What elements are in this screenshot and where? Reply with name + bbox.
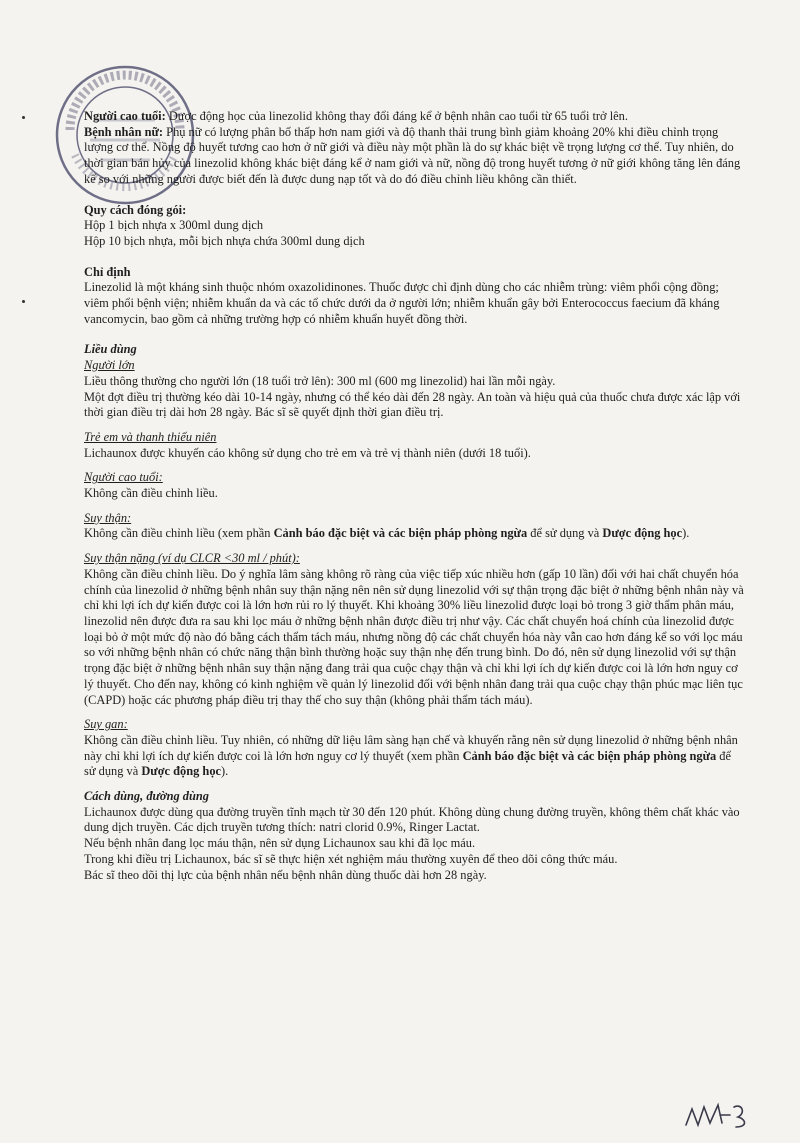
dosage-title: Liều dùng	[84, 342, 137, 357]
elderly-text: Không cần điều chỉnh liều.	[84, 486, 218, 501]
hepatic-ref-warnings: Cảnh báo đặc biệt và các biện pháp phòng ngừa	[462, 748, 717, 763]
renal-text-c: ).	[682, 526, 690, 541]
hepatic-text-a: Không cần điều chỉnh liều. Tuy nhiên, có những dữ liệu lâm sàng hạn chế và khuyến rằng nên sử dụng linezolid ở những bệnh nhân này chỉ khi lợi ích dự kiến được coi là lớn hơn nguy cơ lý thuyết (xem phần	[84, 732, 738, 763]
handwritten-signature	[680, 1095, 760, 1135]
children-title: Trẻ em và thanh thiếu niên	[84, 429, 217, 444]
packaging-title: Quy cách đóng gói:	[84, 202, 187, 217]
elderly-title: Người cao tuổi:	[84, 470, 163, 485]
adults-line: Một đợt điều trị thường kéo dài 10-14 ngày, nhưng có thể kéo dài đến 28 ngày. An toàn và hiệu quả của thuốc chưa được xác lập với thời gian điều trị dài hơn 28 ngày. Bác sĩ sẽ quyết định thời gian điều trị.	[84, 389, 741, 420]
elderly-pk-lead: Người cao tuổi:	[84, 109, 166, 123]
renal-text-a: Không cần điều chỉnh liều (xem phần	[84, 526, 274, 541]
administration-line: Trong khi điều trị Lichaunox, bác sĩ sẽ thực hiện xét nghiệm máu thường xuyên để theo dõi công thức máu.	[84, 851, 618, 866]
children-text: Lichaunox được khuyến cáo không sử dụng cho trẻ em và trẻ vị thành niên (dưới 18 tuổi).	[84, 445, 531, 460]
indication-text: Linezolid là một kháng sinh thuộc nhóm oxazolidinones. Thuốc được chỉ định dùng cho các nhiễm trùng: viêm phổi cộng đồng; viêm phổi bệnh viện; nhiễm khuẩn da và các tổ chức dưới da ở người lớn; nhiễm khuẩn gây bởi Enterococcus faecium đã kháng vancomycin, bao gồm cả những trường hợp có nhiễm khuẩn huyết đồng thời.	[84, 280, 720, 326]
packaging-line: Hộp 10 bịch nhựa, mỗi bịch nhựa chứa 300ml dung dịch	[84, 233, 365, 248]
administration-title: Cách dùng, đường dùng	[84, 789, 209, 804]
severe-renal-title: Suy thận nặng (ví dụ CLCR <30 ml / phút):	[84, 551, 300, 566]
administration-line: Lichaunox được dùng qua đường truyền tĩnh mạch từ 30 đến 120 phút. Không dùng chung đường truyền, không thêm chất khác vào dung dịch truyền. Các dịch truyền tương thích: natri clorid 0.9%, Ringer Lactat.	[84, 804, 740, 835]
female-pk-lead: Bệnh nhân nữ:	[84, 124, 164, 139]
hepatic-ref-pk: Dược động học	[141, 764, 222, 779]
renal-ref-pk: Dược động học	[602, 526, 683, 541]
leaflet-body	[84, 109, 744, 883]
margin-dot	[22, 116, 25, 119]
renal-title: Suy thận:	[84, 510, 132, 525]
elderly-pk-paragraph	[84, 109, 744, 125]
renal-text-b: để sử dụng và	[527, 526, 603, 541]
female-pk-paragraph	[84, 125, 744, 188]
renal-ref-warnings: Cảnh báo đặc biệt và các biện pháp phòng ngừa	[273, 526, 528, 541]
hepatic-text-b: để sử dụng và	[84, 748, 731, 779]
hepatic-text	[84, 733, 744, 780]
administration-line: Bác sĩ theo dõi thị lực của bệnh nhân nếu bệnh nhân dùng thuốc dài hơn 28 ngày.	[84, 867, 487, 882]
severe-renal-text: Không cần điều chỉnh liều. Do ý nghĩa lâm sàng không rõ ràng của việc tiếp xúc nhiều hơn (gấp 10 lần) đối với hai chất chuyển hóa chính của linezolid ở những bệnh nhân suy thận nặng nên nên sử dụng linezolid với sự thận trọng đặc biệt ở những bệnh nhân này và chỉ khi lợi ích dự kiến được coi là lớn hơn rủi ro lý thuyết. Khi khoảng 30% liều linezolid được loại bỏ trong 3 giờ thẩm phân máu, linezolid nên được đưa ra sau khi lọc máu ở những bệnh nhân được điều trị như vậy. Các chất chuyển hoá chính của linezolid được loại bỏ ở một mức độ nào đó bằng cách thẩm tách máu, nhưng nồng độ các chất chuyển hóa này vẫn cao hơn đáng kể so với lọc máu so với những bệnh nhân có chức năng thận bình thường hoặc suy thận nhẹ đến trung bình. Do đó, nên sử dụng linezolid với sự thận trọng đặc biệt ở những bệnh nhân suy thận nặng đang trải qua cuộc chạy thận và chỉ khi lợi ích dự kiến được coi là lớn hơn nguy cơ lý thuyết. Cho đến nay, không có kinh nghiệm về quản lý linezolid đối với bệnh nhân đang trải qua cuộc chạy thận phúc mạc liên tục (CAPD) hoặc các phương pháp điều trị thay thế cho suy thận (không phải thẩm tách máu).	[84, 566, 744, 707]
adults-title: Người lớn	[84, 358, 135, 373]
renal-text	[84, 526, 744, 542]
hepatic-title: Suy gan:	[84, 717, 128, 732]
margin-dot	[22, 300, 25, 303]
elderly-pk-text: Dược động học của linezolid không thay đổi đáng kể ở bệnh nhân cao tuổi từ 65 tuổi trở lên.	[165, 109, 628, 123]
hepatic-text-c: ).	[221, 764, 229, 779]
adults-line: Liều thông thường cho người lớn (18 tuổi trở lên): 300 ml (600 mg linezolid) hai lần mỗi ngày.	[84, 373, 556, 388]
packaging-line: Hộp 1 bịch nhựa x 300ml dung dịch	[84, 218, 264, 233]
indication-title: Chỉ định	[84, 264, 131, 279]
administration-line: Nếu bệnh nhân đang lọc máu thận, nên sử dụng Lichaunox sau khi đã lọc máu.	[84, 836, 476, 851]
female-pk-text: Phụ nữ có lượng phân bố thấp hơn nam giới và độ thanh thải trung bình giảm khoảng 20% khi điều chỉnh trọng lượng cơ thể. Nồng độ huyết tương cao hơn ở nữ giới và điều này một phần là do sự khác biệt về trọng lượng cơ thể. Tuy nhiên, do thời gian bán hủy của linezolid không khác biệt đáng kể ở nam giới và nữ, nồng độ trong huyết tương ở nữ giới không tăng lên đáng kể so với những người được biết đến là được dung nạp tốt và do đó điều chỉnh liều không cần thiết.	[84, 124, 741, 186]
